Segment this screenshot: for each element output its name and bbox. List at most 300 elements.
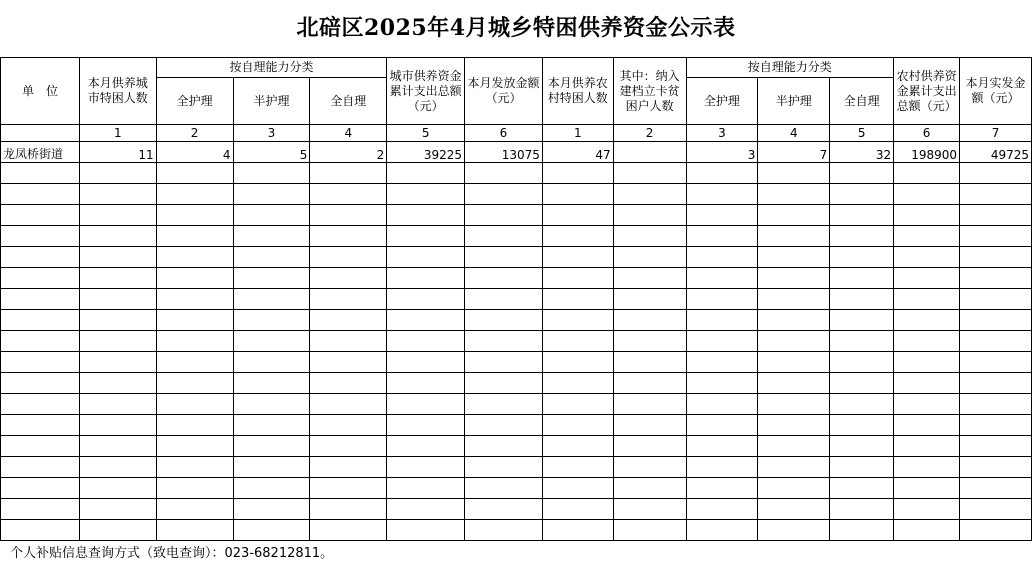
empty-cell [542,289,613,310]
empty-cell [465,247,543,268]
empty-cell [960,394,1032,415]
empty-cell [542,478,613,499]
empty-cell [79,373,156,394]
column-number: 3 [233,125,310,142]
empty-cell [894,520,960,541]
empty-cell [1,499,80,520]
cell-rural-poor [613,142,686,163]
empty-cell [960,310,1032,331]
empty-cell [613,163,686,184]
empty-cell [894,247,960,268]
empty-cell [465,331,543,352]
empty-cell [894,289,960,310]
empty-cell [686,205,758,226]
empty-row [1,331,1032,352]
empty-cell [156,352,233,373]
empty-cell [894,373,960,394]
empty-cell [1,373,80,394]
empty-cell [387,331,465,352]
empty-cell [686,268,758,289]
column-number: 1 [79,125,156,142]
empty-row [1,478,1032,499]
empty-cell [758,415,830,436]
empty-cell [686,499,758,520]
empty-cell [613,373,686,394]
empty-cell [465,499,543,520]
empty-cell [613,394,686,415]
column-number: 5 [387,125,465,142]
empty-cell [542,394,613,415]
empty-cell [233,394,310,415]
empty-cell [310,247,387,268]
empty-cell [830,247,894,268]
empty-cell [758,436,830,457]
empty-row [1,352,1032,373]
empty-row [1,289,1032,310]
empty-cell [542,436,613,457]
empty-cell [894,415,960,436]
empty-cell [542,499,613,520]
empty-cell [310,520,387,541]
empty-cell [830,457,894,478]
empty-cell [387,310,465,331]
empty-cell [465,415,543,436]
cell-rural-full-care: 3 [686,142,758,163]
empty-cell [387,352,465,373]
table-row [1,142,1032,163]
empty-cell [387,163,465,184]
header-full-care-rural: 全护理 [686,78,758,125]
empty-cell [542,415,613,436]
empty-cell [830,478,894,499]
empty-cell [830,415,894,436]
empty-cell [387,520,465,541]
header-urban-cumulative: 城市供养资金累计支出总额（元） [387,58,465,125]
empty-rows [1,163,1032,541]
empty-cell [233,205,310,226]
empty-cell [310,226,387,247]
empty-cell [830,184,894,205]
empty-row [1,268,1032,289]
empty-cell [758,457,830,478]
empty-cell [613,415,686,436]
header-full-care-urban: 全护理 [156,78,233,125]
empty-cell [465,226,543,247]
empty-cell [830,373,894,394]
header-unit: 单 位 [1,58,80,125]
empty-cell [156,205,233,226]
empty-cell [686,457,758,478]
empty-cell [542,226,613,247]
empty-cell [758,499,830,520]
empty-cell [310,352,387,373]
empty-cell [686,331,758,352]
empty-cell [156,373,233,394]
empty-cell [542,520,613,541]
empty-row [1,184,1032,205]
empty-cell [830,163,894,184]
empty-cell [758,163,830,184]
empty-cell [686,415,758,436]
empty-cell [686,310,758,331]
empty-row [1,247,1032,268]
empty-cell [310,373,387,394]
empty-cell [960,457,1032,478]
empty-cell [613,226,686,247]
empty-cell [310,205,387,226]
empty-cell [387,184,465,205]
header-half-care-urban: 半护理 [233,78,310,125]
empty-cell [542,373,613,394]
empty-cell [613,247,686,268]
column-number: 6 [465,125,543,142]
empty-cell [758,310,830,331]
empty-cell [233,373,310,394]
column-number: 4 [758,125,830,142]
empty-cell [960,226,1032,247]
column-number: 4 [310,125,387,142]
empty-cell [310,163,387,184]
empty-cell [894,352,960,373]
empty-cell [830,205,894,226]
empty-cell [960,478,1032,499]
header-group-right: 按自理能力分类 [686,58,894,78]
empty-cell [686,352,758,373]
empty-cell [758,331,830,352]
empty-cell [758,520,830,541]
empty-cell [465,289,543,310]
column-number: 6 [894,125,960,142]
empty-cell [758,352,830,373]
column-number-blank [1,125,80,142]
empty-row [1,436,1032,457]
empty-cell [79,457,156,478]
empty-cell [387,226,465,247]
cell-urban-full-care: 4 [156,142,233,163]
empty-cell [79,310,156,331]
empty-cell [387,394,465,415]
empty-cell [387,247,465,268]
empty-cell [79,226,156,247]
header-half-care-rural: 半护理 [758,78,830,125]
empty-cell [1,436,80,457]
empty-cell [465,436,543,457]
empty-row [1,415,1032,436]
empty-cell [960,205,1032,226]
cell-urban-count: 11 [79,142,156,163]
empty-cell [1,289,80,310]
cell-rural-count: 47 [542,142,613,163]
empty-cell [613,205,686,226]
empty-cell [156,436,233,457]
empty-cell [894,457,960,478]
empty-cell [830,352,894,373]
empty-cell [79,247,156,268]
empty-cell [830,226,894,247]
row-unit-name: 龙凤桥街道 [1,142,80,163]
empty-cell [79,478,156,499]
empty-cell [960,331,1032,352]
header-rural-cumulative: 农村供养资金累计支出总额（元） [894,58,960,125]
empty-cell [894,436,960,457]
empty-cell [1,247,80,268]
empty-cell [156,184,233,205]
empty-cell [310,415,387,436]
empty-cell [830,520,894,541]
empty-cell [156,226,233,247]
empty-cell [830,394,894,415]
empty-cell [79,394,156,415]
header-urban-count: 本月供养城市特困人数 [79,58,156,125]
empty-row [1,310,1032,331]
empty-cell [79,289,156,310]
empty-cell [156,268,233,289]
empty-cell [960,373,1032,394]
empty-cell [465,478,543,499]
empty-cell [894,184,960,205]
empty-cell [1,415,80,436]
empty-cell [387,205,465,226]
empty-cell [542,331,613,352]
empty-cell [960,163,1032,184]
empty-cell [79,352,156,373]
empty-cell [686,394,758,415]
empty-cell [310,331,387,352]
empty-cell [233,499,310,520]
empty-cell [465,352,543,373]
empty-cell [233,520,310,541]
empty-cell [1,457,80,478]
contact-footer: 个人补贴信息查询方式（致电查询）：023-68212811。 [10,546,334,561]
empty-row [1,499,1032,520]
empty-cell [1,310,80,331]
empty-cell [465,310,543,331]
column-number: 1 [542,125,613,142]
empty-cell [79,184,156,205]
empty-cell [758,226,830,247]
empty-cell [613,499,686,520]
empty-cell [613,457,686,478]
empty-cell [465,457,543,478]
empty-cell [465,520,543,541]
empty-cell [156,520,233,541]
page-title: 北碚区2025年4月城乡特困供养资金公示表 [296,15,736,41]
column-number: 7 [960,125,1032,142]
empty-cell [387,268,465,289]
empty-cell [960,352,1032,373]
empty-cell [79,331,156,352]
empty-cell [758,184,830,205]
empty-cell [156,499,233,520]
header-rural-count: 本月供养农村特困人数 [542,58,613,125]
fund-table [0,57,1032,541]
empty-cell [830,331,894,352]
empty-cell [613,520,686,541]
column-number: 3 [686,125,758,142]
empty-cell [387,289,465,310]
empty-cell [156,478,233,499]
empty-cell [465,394,543,415]
empty-cell [233,163,310,184]
empty-cell [233,289,310,310]
empty-cell [613,331,686,352]
empty-cell [387,499,465,520]
column-number: 2 [156,125,233,142]
empty-cell [79,520,156,541]
empty-cell [1,226,80,247]
empty-cell [233,436,310,457]
empty-cell [233,352,310,373]
empty-cell [310,289,387,310]
cell-urban-self-care: 2 [310,142,387,163]
cell-urban-half-care: 5 [233,142,310,163]
empty-cell [686,163,758,184]
empty-cell [1,163,80,184]
empty-cell [758,394,830,415]
empty-cell [79,415,156,436]
empty-cell [310,499,387,520]
empty-cell [613,478,686,499]
empty-cell [758,247,830,268]
empty-cell [758,478,830,499]
cell-rural-cumulative: 198900 [894,142,960,163]
cell-rural-self-care: 32 [830,142,894,163]
empty-cell [156,163,233,184]
empty-cell [156,394,233,415]
empty-cell [758,373,830,394]
empty-cell [387,436,465,457]
empty-cell [233,331,310,352]
empty-cell [1,205,80,226]
empty-cell [960,436,1032,457]
empty-cell [686,478,758,499]
empty-cell [79,163,156,184]
empty-cell [613,310,686,331]
empty-cell [960,247,1032,268]
empty-cell [156,310,233,331]
empty-row [1,520,1032,541]
empty-cell [894,394,960,415]
empty-cell [79,499,156,520]
empty-cell [894,226,960,247]
empty-cell [156,457,233,478]
empty-cell [233,268,310,289]
empty-cell [613,289,686,310]
empty-row [1,205,1032,226]
empty-cell [233,247,310,268]
empty-row [1,226,1032,247]
column-number-row [1,125,1032,142]
empty-cell [686,247,758,268]
empty-cell [465,163,543,184]
header-group-left: 按自理能力分类 [156,58,387,78]
empty-cell [310,436,387,457]
empty-cell [686,373,758,394]
cell-urban-cumulative: 39225 [387,142,465,163]
empty-cell [613,352,686,373]
column-number: 2 [613,125,686,142]
empty-cell [1,478,80,499]
empty-cell [1,331,80,352]
empty-row [1,163,1032,184]
empty-cell [758,289,830,310]
empty-cell [387,373,465,394]
empty-cell [830,436,894,457]
empty-cell [233,478,310,499]
empty-row [1,457,1032,478]
column-number: 5 [830,125,894,142]
empty-cell [310,478,387,499]
empty-cell [310,457,387,478]
empty-cell [686,184,758,205]
empty-cell [310,394,387,415]
empty-cell [613,436,686,457]
empty-cell [686,436,758,457]
empty-cell [542,247,613,268]
header-rural-month: 本月实发金额（元） [960,58,1032,125]
empty-cell [830,268,894,289]
empty-cell [894,205,960,226]
empty-cell [960,520,1032,541]
cell-rural-month: 49725 [960,142,1032,163]
empty-row [1,373,1032,394]
header-rural-poor: 其中：纳入建档立卡贫困户人数 [613,58,686,125]
empty-row [1,394,1032,415]
empty-cell [387,478,465,499]
header-self-care-urban: 全自理 [310,78,387,125]
empty-cell [960,184,1032,205]
empty-cell [233,457,310,478]
empty-cell [830,310,894,331]
empty-cell [233,415,310,436]
empty-cell [233,226,310,247]
empty-cell [1,268,80,289]
cell-urban-month: 13075 [465,142,543,163]
empty-cell [542,457,613,478]
empty-cell [310,184,387,205]
empty-cell [1,520,80,541]
empty-cell [686,289,758,310]
empty-cell [310,310,387,331]
empty-cell [1,352,80,373]
empty-cell [542,268,613,289]
empty-cell [465,184,543,205]
empty-cell [830,499,894,520]
empty-cell [465,373,543,394]
empty-cell [542,310,613,331]
empty-cell [542,184,613,205]
empty-cell [758,268,830,289]
empty-cell [79,268,156,289]
empty-cell [960,499,1032,520]
empty-cell [387,415,465,436]
empty-cell [156,331,233,352]
empty-cell [1,394,80,415]
empty-cell [894,163,960,184]
empty-cell [465,268,543,289]
empty-cell [233,184,310,205]
empty-cell [79,436,156,457]
empty-cell [894,310,960,331]
header-urban-month: 本月发放金额（元） [465,58,543,125]
empty-cell [894,331,960,352]
empty-cell [542,205,613,226]
empty-cell [79,205,156,226]
empty-cell [542,163,613,184]
empty-cell [387,457,465,478]
empty-cell [894,268,960,289]
empty-cell [894,499,960,520]
